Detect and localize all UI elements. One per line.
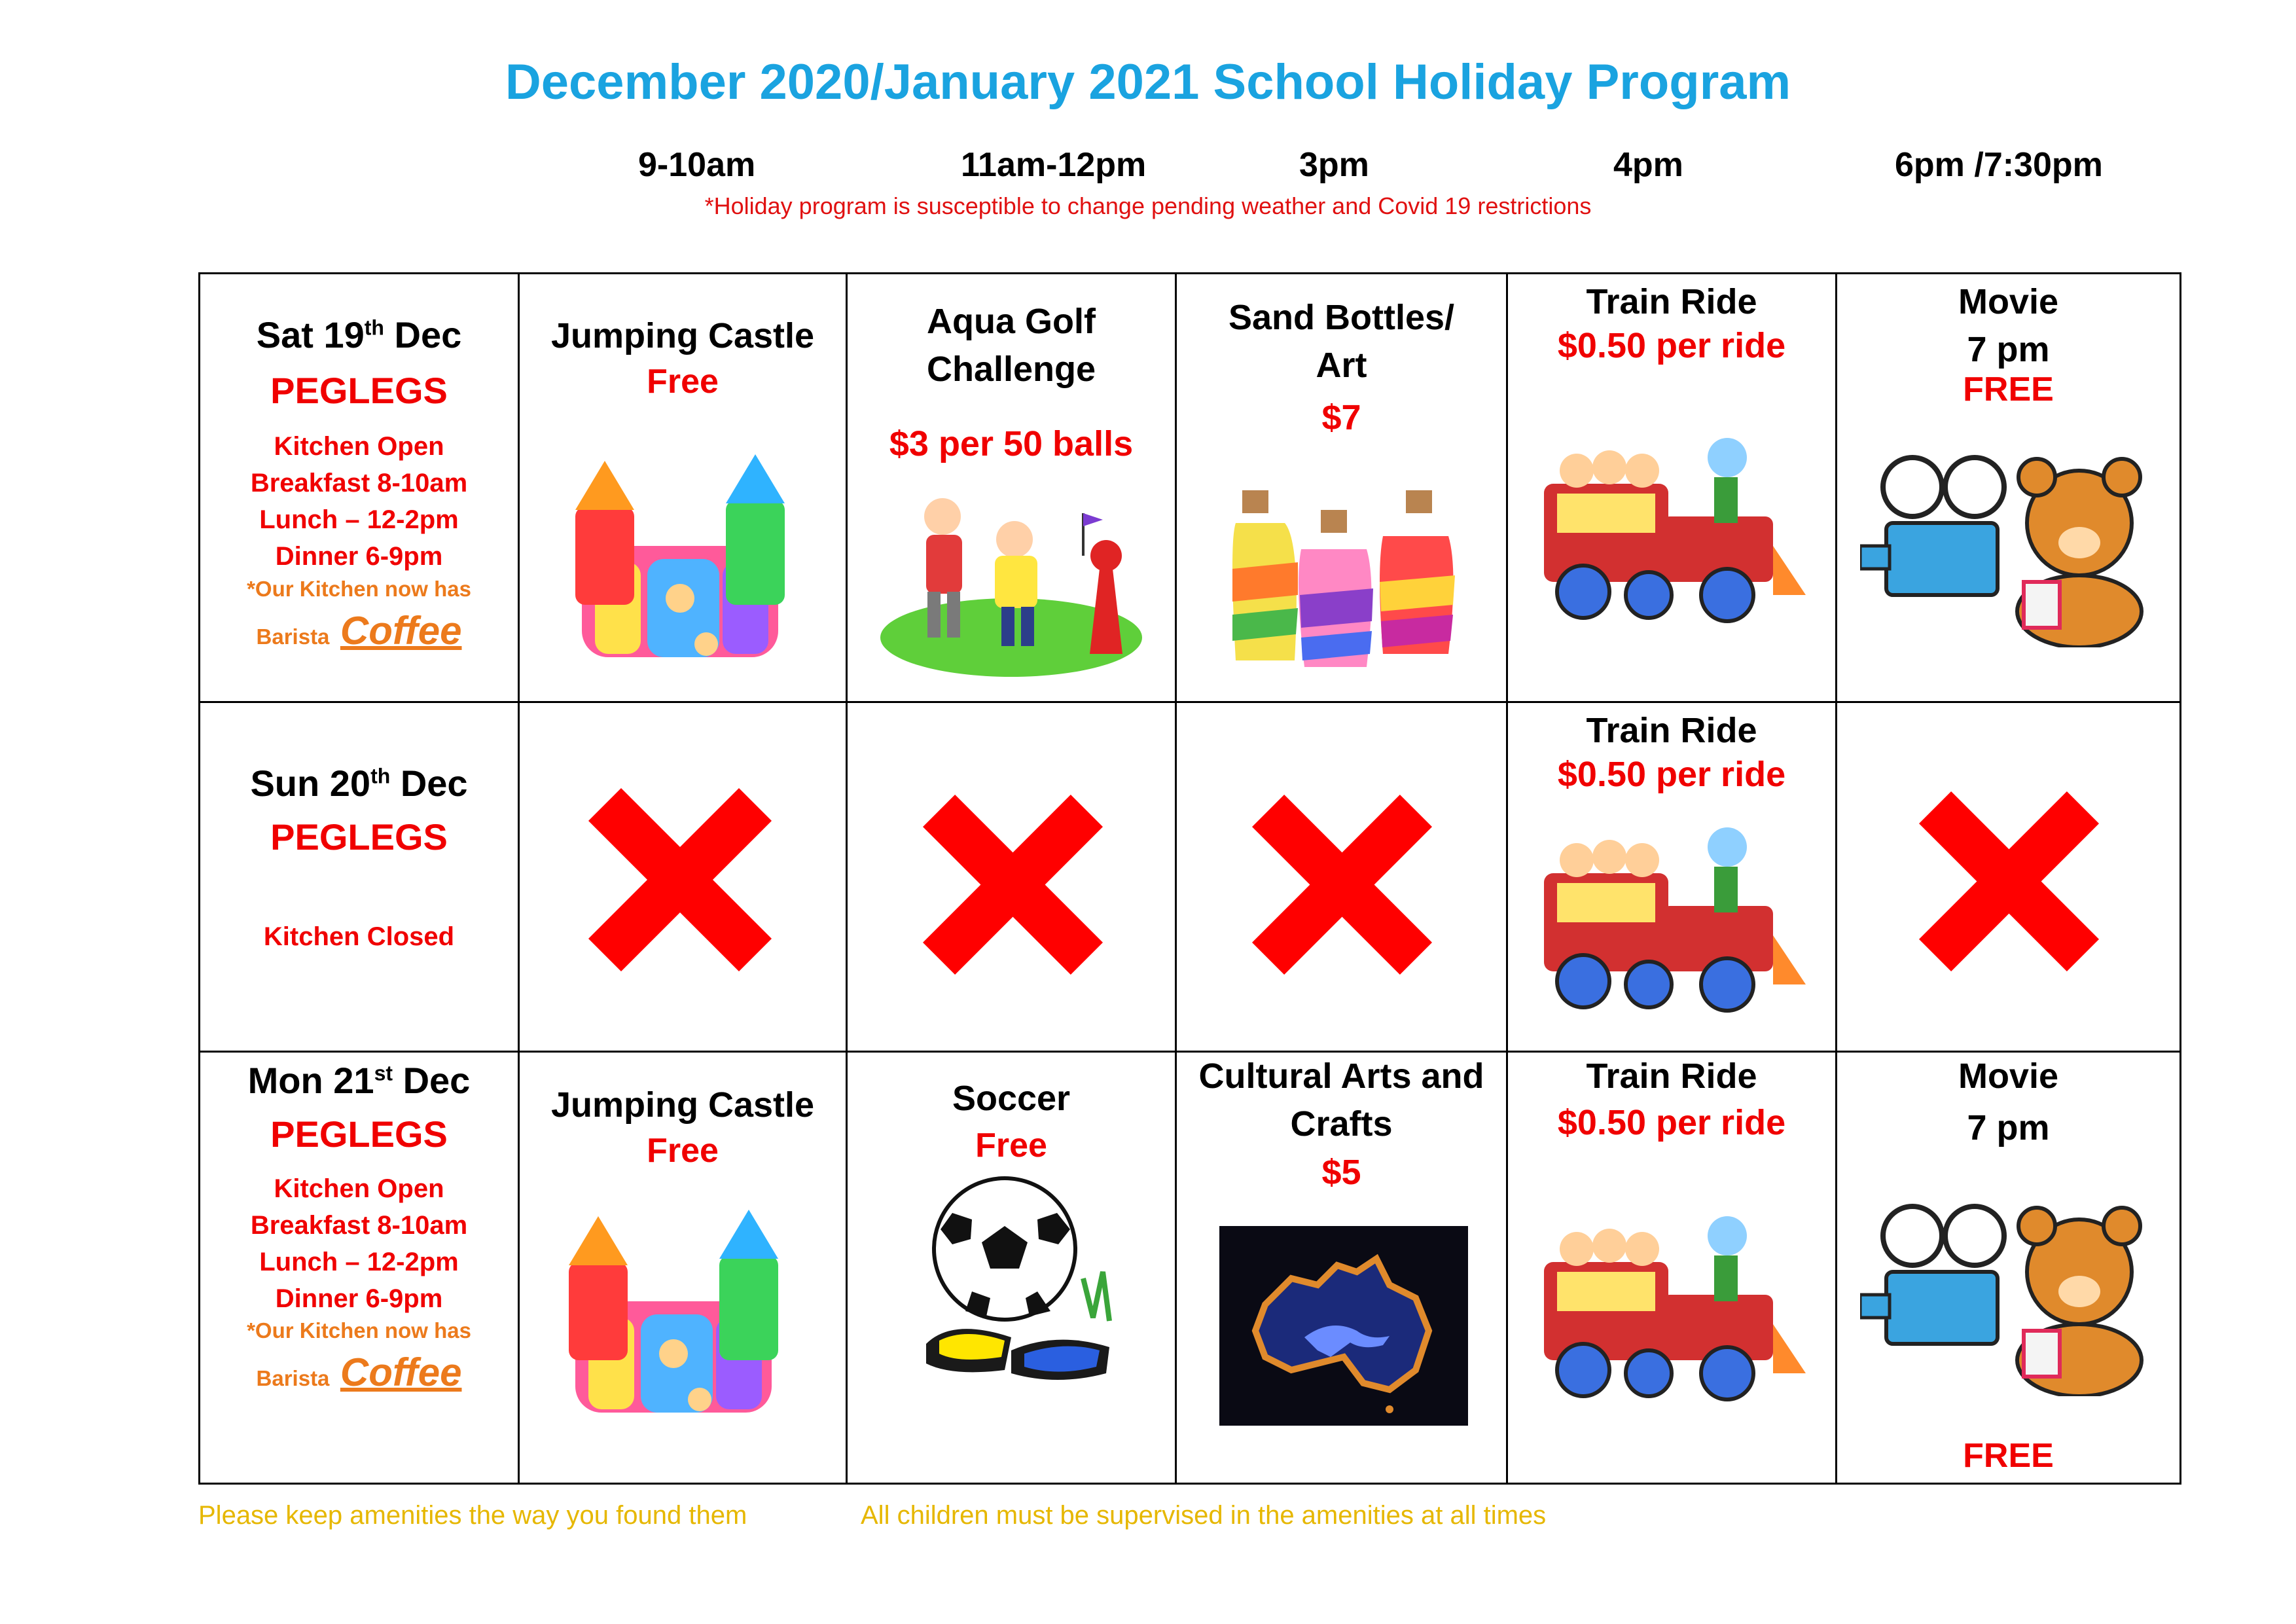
activity-name: Movie 7 pm bbox=[1958, 282, 2059, 369]
cancelled-cell-1 bbox=[518, 701, 848, 1053]
activity-name: Sand Bottles/ Art bbox=[1228, 298, 1455, 385]
activity-name: Train Ride bbox=[1586, 282, 1757, 321]
soccer-ball-icon bbox=[913, 1174, 1122, 1390]
activity-price: Free bbox=[647, 1132, 719, 1170]
activity-price: FREE bbox=[1963, 1437, 2054, 1475]
day-label: Mon 21st Dec bbox=[247, 1060, 471, 1101]
activity-cell-aqua-golf bbox=[846, 272, 1177, 703]
activity-cell-train-ride-2 bbox=[1506, 701, 1837, 1053]
activity-cell-train-ride-1 bbox=[1506, 272, 1837, 703]
movie-bear-icon bbox=[1860, 451, 2161, 647]
kitchen-hours: Kitchen Open Breakfast 8-10am Lunch – 12-2pm Dinner 6-9pm bbox=[250, 432, 468, 571]
activity-name: Aqua Golf Challenge bbox=[926, 302, 1096, 389]
time-slot-1: 9-10am bbox=[638, 146, 756, 184]
cross-icon bbox=[923, 795, 1103, 975]
activity-price: $0.50 per ride bbox=[1557, 1103, 1786, 1142]
activity-price: FREE bbox=[1963, 370, 2054, 408]
activity-name: Cultural Arts and Crafts bbox=[1198, 1056, 1484, 1144]
day-cell-mon-21 bbox=[198, 1051, 520, 1485]
time-slot-4: 4pm bbox=[1613, 146, 1683, 184]
kitchen-closed: Kitchen Closed bbox=[263, 922, 455, 951]
activity-name: Train Ride bbox=[1586, 711, 1757, 750]
barista-line: Barista Coffee bbox=[256, 1350, 462, 1394]
venue-label: PEGLEGS bbox=[270, 1113, 448, 1155]
time-slot-3: 3pm bbox=[1299, 146, 1369, 184]
day-label: Sun 20th Dec bbox=[250, 763, 468, 804]
day-label: Sat 19th Dec bbox=[256, 314, 462, 355]
sand-bottles-icon bbox=[1223, 464, 1465, 674]
activity-cell-sand-bottles bbox=[1175, 272, 1508, 703]
activity-cell-train-ride-3 bbox=[1506, 1051, 1837, 1485]
time-slot-2: 11am-12pm bbox=[961, 146, 1147, 184]
activity-name: Train Ride bbox=[1586, 1056, 1757, 1096]
page-title: December 2020/January 2021 School Holiday Program bbox=[505, 54, 1791, 110]
coffee-label: Coffee bbox=[340, 1350, 462, 1394]
aboriginal-art-map-icon bbox=[1219, 1226, 1468, 1426]
footer-supervision-note: All children must be supervised in the amenities at all times bbox=[861, 1501, 1547, 1530]
activity-cell-jumping-castle-2 bbox=[518, 1051, 848, 1485]
activity-cell-soccer bbox=[846, 1051, 1177, 1485]
activity-name: Soccer bbox=[952, 1079, 1071, 1118]
activity-name: Jumping Castle bbox=[550, 316, 815, 355]
cross-icon bbox=[588, 788, 772, 971]
activity-price: $0.50 per ride bbox=[1557, 755, 1786, 794]
cancelled-cell-3 bbox=[1175, 701, 1508, 1053]
activity-price: $5 bbox=[1321, 1153, 1361, 1192]
train-icon bbox=[1531, 1210, 1819, 1426]
activity-name: Movie 7 pm bbox=[1958, 1056, 2059, 1147]
venue-label: PEGLEGS bbox=[270, 370, 448, 411]
barista-line: Barista Coffee bbox=[256, 609, 462, 653]
activity-cell-jumping-castle-1 bbox=[518, 272, 848, 703]
cancelled-cell-4 bbox=[1835, 701, 2181, 1053]
activity-name: Jumping Castle bbox=[550, 1085, 815, 1125]
barista-note: *Our Kitchen now has bbox=[247, 577, 471, 601]
activity-price: $7 bbox=[1321, 398, 1361, 437]
kitchen-hours: Kitchen Open Breakfast 8-10am Lunch – 12-2pm Dinner 6-9pm bbox=[250, 1174, 468, 1313]
cross-icon bbox=[1919, 791, 2099, 971]
day-cell-sat-19 bbox=[198, 272, 520, 703]
bouncy-castle-icon bbox=[549, 1203, 804, 1426]
bouncy-castle-icon bbox=[556, 448, 811, 670]
golf-icon bbox=[867, 477, 1149, 680]
activity-cell-movie-1 bbox=[1835, 272, 2181, 703]
activity-cell-movie-2 bbox=[1835, 1051, 2181, 1485]
cancelled-cell-2 bbox=[846, 701, 1177, 1053]
venue-label: PEGLEGS bbox=[270, 816, 448, 857]
activity-price: $0.50 per ride bbox=[1557, 326, 1786, 365]
activity-price: $3 per 50 balls bbox=[889, 424, 1134, 463]
activity-cell-cultural-arts bbox=[1175, 1051, 1508, 1485]
day-cell-sun-20 bbox=[198, 701, 520, 1053]
footer-amenities-note: Please keep amenities the way you found them bbox=[198, 1501, 747, 1530]
barista-note: *Our Kitchen now has bbox=[247, 1318, 471, 1343]
time-slot-5: 6pm /7:30pm bbox=[1895, 146, 2103, 184]
activity-price: Free bbox=[647, 363, 719, 401]
disclaimer-note: *Holiday program is susceptible to change pending weather and Covid 19 restrictions bbox=[704, 192, 1592, 219]
cross-icon bbox=[1252, 795, 1432, 975]
train-icon bbox=[1531, 821, 1819, 1037]
activity-price: Free bbox=[975, 1127, 1047, 1164]
train-icon bbox=[1531, 431, 1819, 647]
movie-bear-icon bbox=[1860, 1200, 2161, 1396]
coffee-label: Coffee bbox=[340, 609, 462, 653]
